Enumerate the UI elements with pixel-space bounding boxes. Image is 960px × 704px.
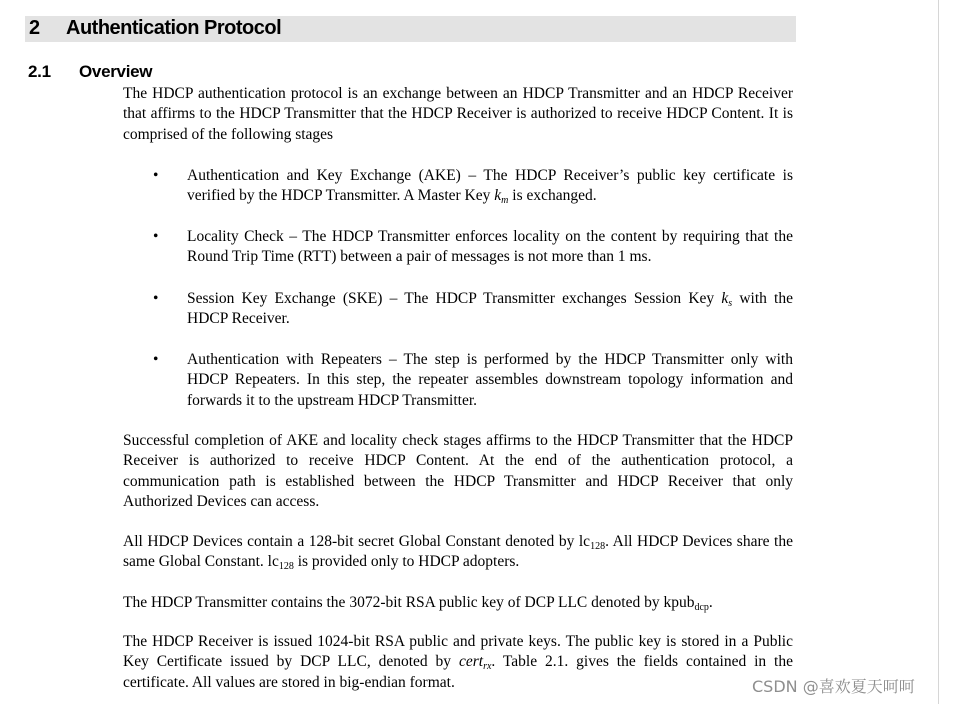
receiver-keys-paragraph: The HDCP Receiver is issued 1024-bit RSA public and private keys. The public key is stored in a Public Key Certificate issued by DCP LLC, denoted by cert$_{rx}$. Table 2.1. gives the fields contained in the certificate. All values are stored in big-endian format.: [123, 633, 793, 691]
global-constant-paragraph: All HDCP Devices contain a 128-bit secret Global Constant denoted by $lc_{128}$. All HDCP Devices share the same Global Constant. $lc_{128}$ is provided only to HDCP adopters.: [123, 533, 793, 573]
bullet-locality-check: Locality Check – The HDCP Transmitter enforces locality on the content by requiring that the Round Trip Time (RTT) between a pair of messages is not more than 1 ms.: [187, 228, 793, 266]
csdn-watermark: CSDN @喜欢夏天呵呵: [752, 677, 915, 696]
bullet-repeaters: Authentication with Repeaters – The step is performed by the HDCP Transmitter only with HDCP Repeaters. In this step, the repeater assembles downstream topology information and forwards it to the upstream HDCP Transmitter.: [187, 351, 793, 409]
success-paragraph: Successful completion of AKE and locality check stages affirms to the HDCP Transmitter that the HDCP Receiver is authorized to receive HDCP Content. At the end of the authentication protocol, a communication path is established between the HDCP Transmitter and HDCP Receiver that only Authorized Devices can access.: [123, 432, 793, 510]
bullet-marker: •: [153, 290, 159, 307]
page-edge-divider: [938, 0, 939, 704]
subsection-number: 2.1: [28, 62, 51, 81]
subsection-title: Overview: [79, 62, 153, 81]
bullet-marker: •: [153, 167, 159, 184]
intro-paragraph: The HDCP authentication protocol is an exchange between an HDCP Transmitter and an HDCP Receiver that affirms to the HDCP Transmitter that the HDCP Receiver is authorized to receive HDCP Content. It is comprised of the following stages: [123, 85, 793, 143]
bullet-marker: •: [153, 228, 159, 245]
bullet-ake: Authentication and Key Exchange (AKE) – The HDCP Receiver’s public key certificate is verified by the HDCP Transmitter. A Master Key $k_m$ is exchanged.: [187, 167, 793, 207]
bullet-ske: Session Key Exchange (SKE) – The HDCP Transmitter exchanges Session Key $k_s$ with the HDCP Receiver.: [187, 290, 793, 328]
section-number: 2: [29, 17, 40, 39]
section-title: Authentication Protocol: [66, 17, 282, 39]
bullet-marker: •: [153, 351, 159, 368]
kpub-paragraph: The HDCP Transmitter contains the 3072-bit RSA public key of DCP LLC denoted by kpub$_{dcp}$.: [123, 594, 713, 613]
